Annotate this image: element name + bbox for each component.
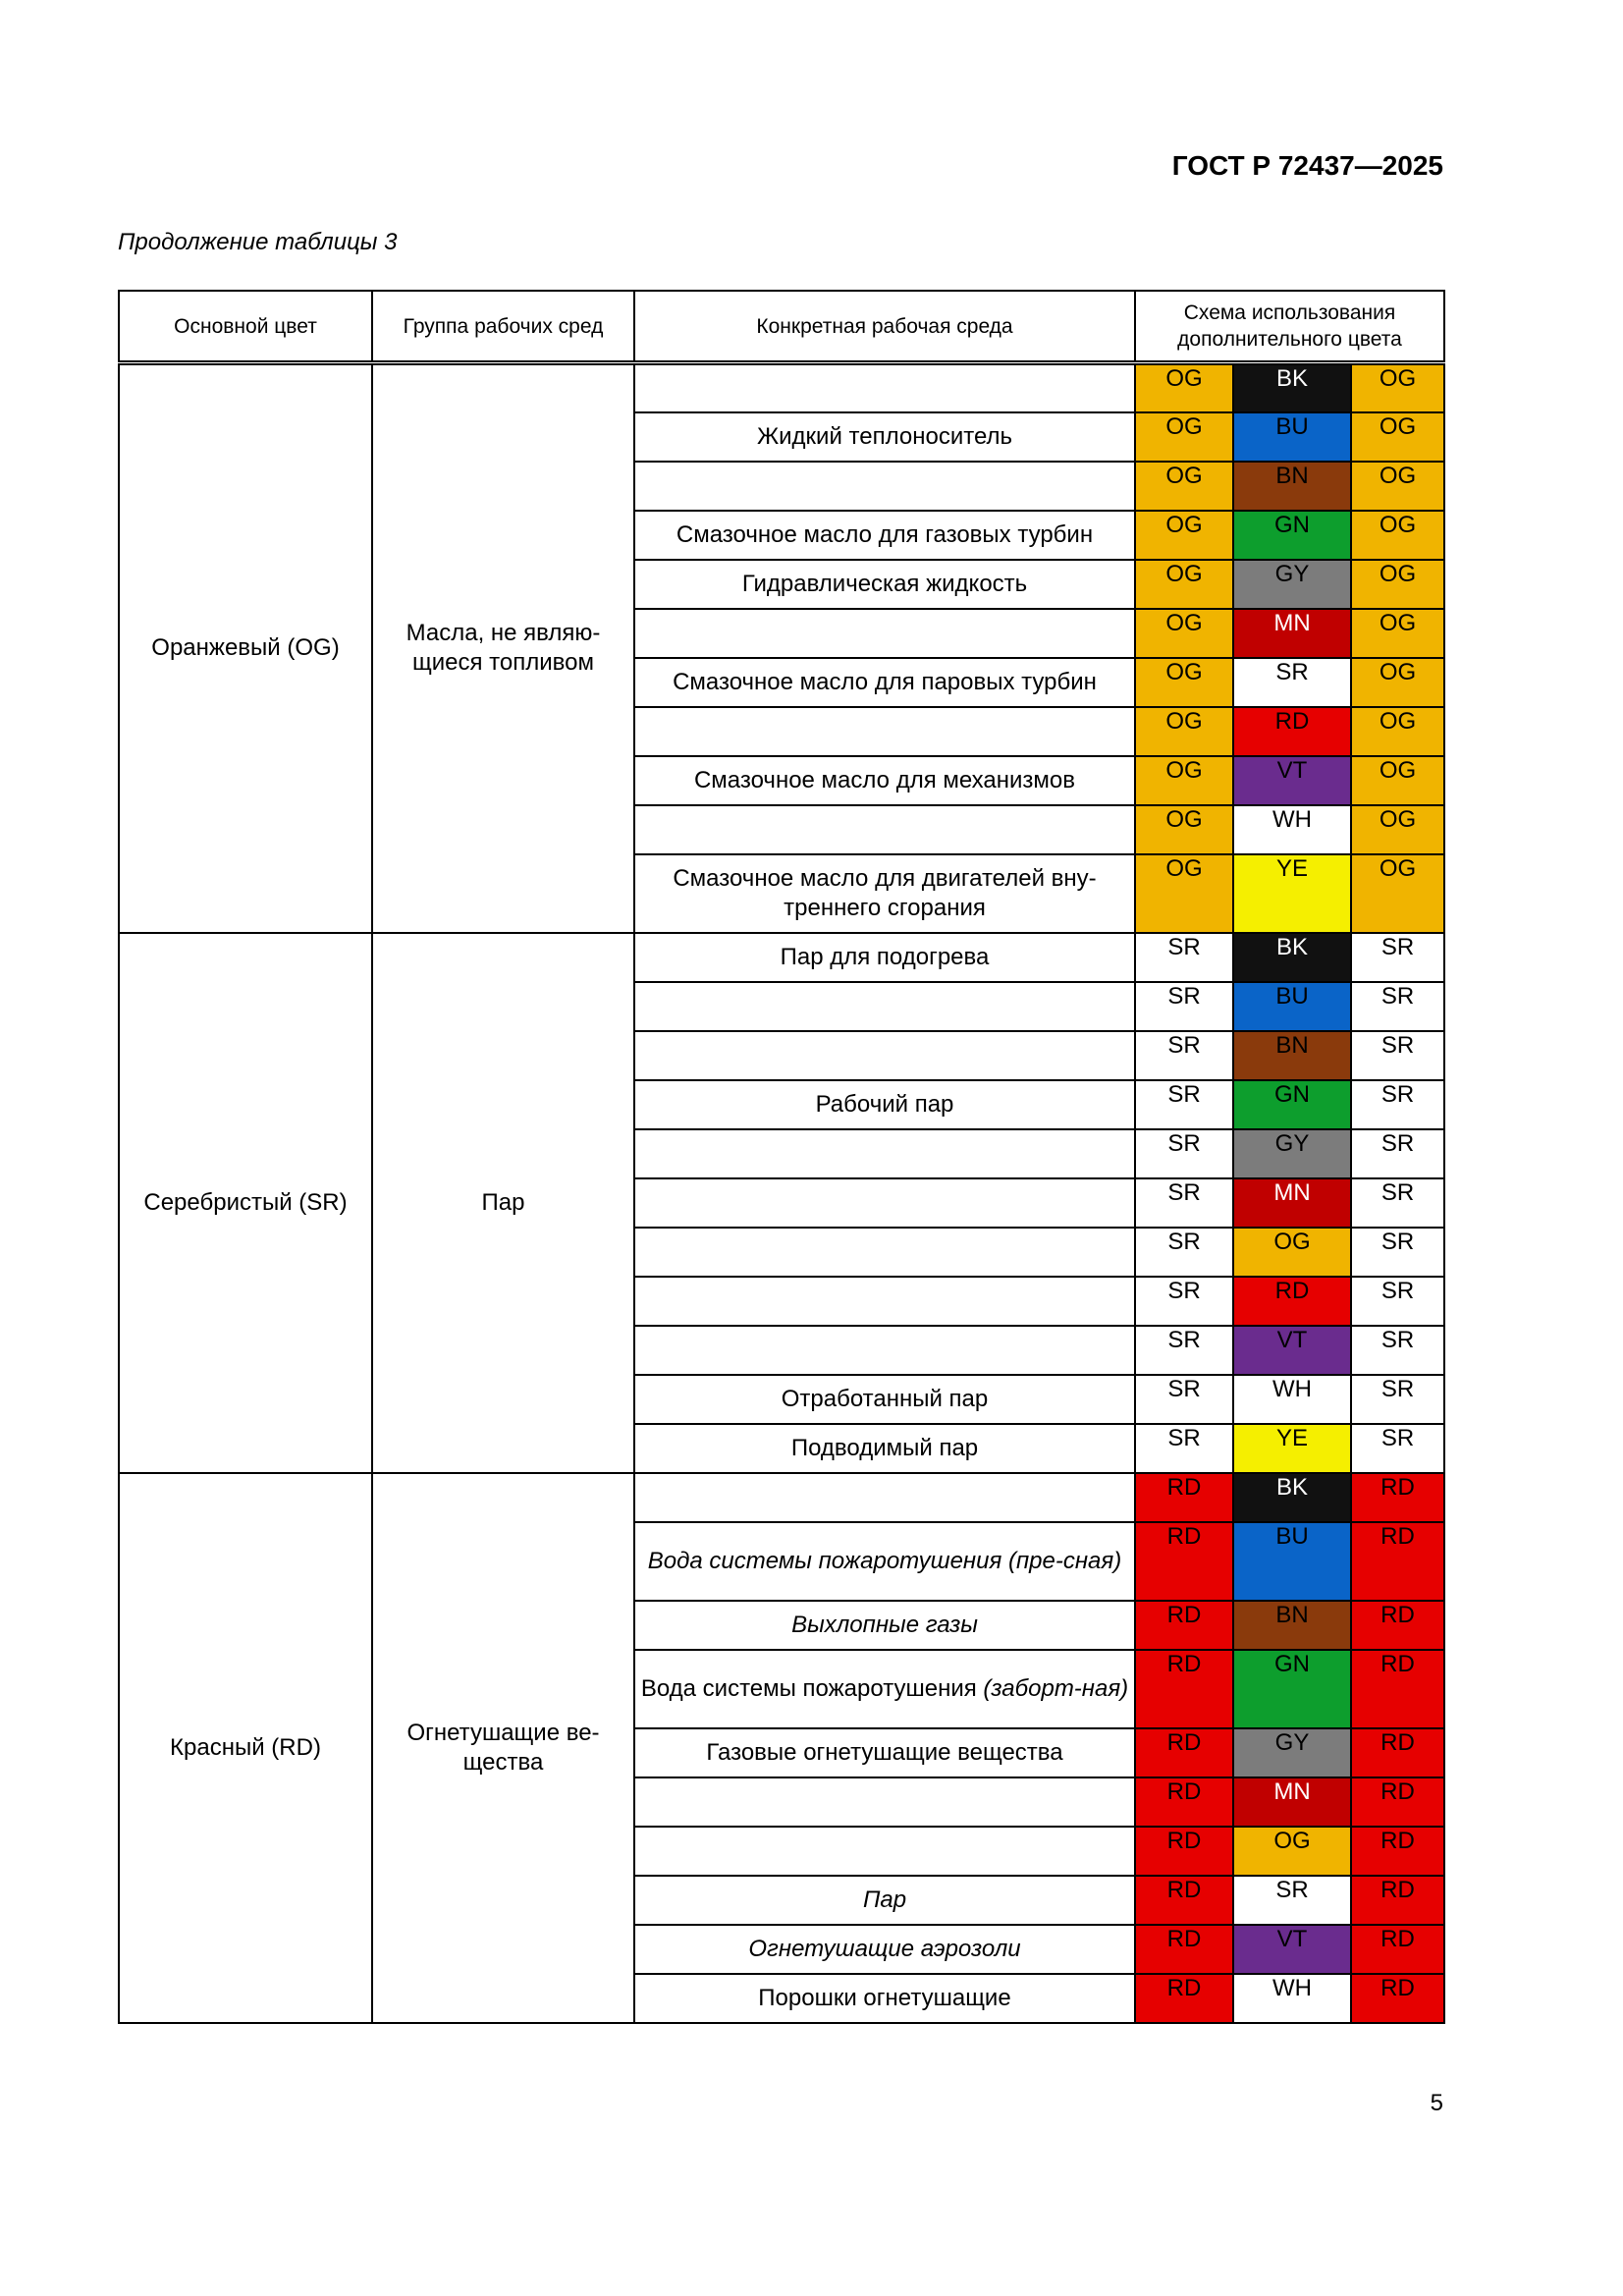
specific-medium-cell <box>634 1129 1135 1178</box>
color-swatch-og: OG <box>1351 756 1444 805</box>
medium-text: Гидравлическая жидкость <box>741 570 1028 597</box>
table-body <box>119 363 1444 2023</box>
standard-header: ГОСТ Р 72437—2025 <box>1171 150 1443 181</box>
color-swatch-sr: SR <box>1351 1424 1444 1473</box>
medium-text: Порошки огнетушащие <box>758 1984 1011 2011</box>
color-swatch-gy: GY <box>1233 560 1351 609</box>
color-swatch-sr: SR <box>1351 1178 1444 1228</box>
specific-medium-cell <box>634 609 1135 658</box>
color-swatch-og: OG <box>1233 1228 1351 1277</box>
medium-text: Огнетушащие аэрозоли <box>748 1935 1021 1962</box>
specific-medium-cell <box>634 462 1135 511</box>
color-swatch-og: OG <box>1135 363 1233 412</box>
color-swatch-gy: GY <box>1233 1129 1351 1178</box>
specific-medium-cell <box>634 560 1135 609</box>
specific-medium-cell <box>634 1728 1135 1777</box>
color-swatch-vt: VT <box>1233 1925 1351 1974</box>
medium-text: Смазочное масло для двигателей вну-треннего сгорания <box>673 864 1097 921</box>
specific-medium-cell <box>634 756 1135 805</box>
main-color-cell: Красный (RD) <box>119 1473 372 2023</box>
table-header-row <box>119 291 1444 363</box>
color-swatch-bn: BN <box>1233 1031 1351 1080</box>
medium-text: Газовые огнетушащие вещества <box>706 1738 1063 1766</box>
color-swatch-sr: SR <box>1135 1375 1233 1424</box>
color-swatch-sr: SR <box>1351 1031 1444 1080</box>
medium-text: Смазочное масло для паровых турбин <box>673 668 1097 695</box>
color-swatch-mn: MN <box>1233 1178 1351 1228</box>
medium-text: Пар <box>862 1886 907 1913</box>
color-swatch-rd: RD <box>1135 1473 1233 1522</box>
specific-medium-cell <box>634 511 1135 560</box>
medium-text: Подводимый пар <box>790 1434 979 1461</box>
color-swatch-ye: YE <box>1233 1424 1351 1473</box>
color-swatch-og: OG <box>1351 462 1444 511</box>
color-swatch-sr: SR <box>1135 1228 1233 1277</box>
color-swatch-gy: GY <box>1233 1728 1351 1777</box>
table-continuation-caption: Продолжение таблицы 3 <box>118 229 398 255</box>
color-swatch-bu: BU <box>1233 982 1351 1031</box>
color-swatch-sr: SR <box>1135 1129 1233 1178</box>
color-swatch-vt: VT <box>1233 1326 1351 1375</box>
color-swatch-og: OG <box>1135 854 1233 933</box>
color-swatch-og: OG <box>1135 658 1233 707</box>
color-swatch-sr: SR <box>1351 1277 1444 1326</box>
specific-medium-cell <box>634 707 1135 756</box>
color-swatch-rd: RD <box>1135 1650 1233 1728</box>
color-swatch-rd: RD <box>1135 1925 1233 1974</box>
color-swatch-sr: SR <box>1135 1031 1233 1080</box>
main-color-cell: Оранжевый (OG) <box>119 363 372 933</box>
color-swatch-wh: WH <box>1233 1375 1351 1424</box>
page-number: 5 <box>1430 2090 1443 2116</box>
color-swatch-og: OG <box>1135 756 1233 805</box>
specific-medium-cell <box>634 854 1135 933</box>
color-swatch-gn: GN <box>1233 1650 1351 1728</box>
color-swatch-rd: RD <box>1351 1650 1444 1728</box>
color-swatch-rd: RD <box>1135 1827 1233 1876</box>
color-swatch-sr: SR <box>1351 1129 1444 1178</box>
color-scheme-table <box>118 290 1445 2024</box>
specific-medium-cell <box>634 1876 1135 1925</box>
color-swatch-og: OG <box>1135 805 1233 854</box>
specific-medium-cell <box>634 1777 1135 1827</box>
color-swatch-bn: BN <box>1233 462 1351 511</box>
color-swatch-sr: SR <box>1351 933 1444 982</box>
color-swatch-bk: BK <box>1233 1473 1351 1522</box>
color-swatch-rd: RD <box>1351 1473 1444 1522</box>
media-group-cell: Пар <box>372 933 634 1473</box>
color-swatch-bk: BK <box>1233 363 1351 412</box>
medium-text: Пар для подогрева <box>780 943 990 970</box>
color-swatch-rd: RD <box>1233 707 1351 756</box>
color-swatch-og: OG <box>1351 854 1444 933</box>
medium-text: Рабочий пар <box>815 1090 954 1118</box>
color-swatch-og: OG <box>1351 412 1444 462</box>
specific-medium-cell <box>634 1974 1135 2023</box>
header-media-group: Группа рабочих сред <box>372 291 634 363</box>
media-group-cell: Огнетушащие ве-щества <box>372 1473 634 2023</box>
color-swatch-sr: SR <box>1135 1277 1233 1326</box>
specific-medium-cell <box>634 1326 1135 1375</box>
color-swatch-ye: YE <box>1233 854 1351 933</box>
specific-medium-cell <box>634 1424 1135 1473</box>
specific-medium-cell <box>634 1178 1135 1228</box>
color-swatch-rd: RD <box>1135 1777 1233 1827</box>
color-swatch-sr: SR <box>1233 658 1351 707</box>
color-swatch-sr: SR <box>1135 1326 1233 1375</box>
color-swatch-rd: RD <box>1135 1728 1233 1777</box>
medium-text: Жидкий теплоноситель <box>756 422 1013 450</box>
specific-medium-cell <box>634 1031 1135 1080</box>
color-swatch-sr: SR <box>1351 1375 1444 1424</box>
color-swatch-og: OG <box>1351 609 1444 658</box>
color-swatch-rd: RD <box>1135 1522 1233 1601</box>
medium-text: Отработанный пар <box>781 1385 989 1412</box>
header-main-color: Основной цвет <box>119 291 372 363</box>
color-swatch-og: OG <box>1351 707 1444 756</box>
color-swatch-sr: SR <box>1351 1326 1444 1375</box>
color-swatch-og: OG <box>1135 560 1233 609</box>
specific-medium-cell <box>634 658 1135 707</box>
specific-medium-cell <box>634 1080 1135 1129</box>
specific-medium-cell <box>634 1375 1135 1424</box>
specific-medium-cell <box>634 1522 1135 1601</box>
specific-medium-cell <box>634 805 1135 854</box>
color-swatch-og: OG <box>1351 363 1444 412</box>
specific-medium-cell <box>634 1925 1135 1974</box>
media-group-cell: Масла, не являю-щиеся топливом <box>372 363 634 933</box>
color-swatch-sr: SR <box>1135 982 1233 1031</box>
color-swatch-rd: RD <box>1351 1601 1444 1650</box>
color-swatch-og: OG <box>1135 609 1233 658</box>
color-swatch-sr: SR <box>1233 1876 1351 1925</box>
color-swatch-rd: RD <box>1351 1974 1444 2023</box>
table-row <box>119 363 1444 412</box>
color-swatch-rd: RD <box>1135 1876 1233 1925</box>
color-swatch-sr: SR <box>1351 1080 1444 1129</box>
medium-text: Смазочное масло для механизмов <box>693 766 1076 793</box>
color-swatch-bu: BU <box>1233 412 1351 462</box>
color-swatch-gn: GN <box>1233 1080 1351 1129</box>
color-swatch-vt: VT <box>1233 756 1351 805</box>
main-color-cell: Серебристый (SR) <box>119 933 372 1473</box>
specific-medium-cell <box>634 933 1135 982</box>
table-row <box>119 933 1444 982</box>
color-swatch-sr: SR <box>1135 1178 1233 1228</box>
color-swatch-rd: RD <box>1351 1827 1444 1876</box>
medium-text: Смазочное масло для газовых турбин <box>676 520 1094 548</box>
color-swatch-rd: RD <box>1351 1925 1444 1974</box>
color-swatch-rd: RD <box>1135 1974 1233 2023</box>
color-swatch-mn: MN <box>1233 1777 1351 1827</box>
header-additional-color-scheme: Схема использования дополнительного цвета <box>1135 291 1444 363</box>
color-swatch-mn: MN <box>1233 609 1351 658</box>
color-swatch-sr: SR <box>1135 933 1233 982</box>
color-swatch-og: OG <box>1351 658 1444 707</box>
color-swatch-bk: BK <box>1233 933 1351 982</box>
table-row <box>119 1473 1444 1522</box>
color-swatch-og: OG <box>1135 707 1233 756</box>
medium-text: Вода системы пожаротушения (пре-сная) <box>647 1547 1122 1574</box>
color-swatch-bu: BU <box>1233 1522 1351 1601</box>
color-swatch-og: OG <box>1351 805 1444 854</box>
specific-medium-cell <box>634 363 1135 412</box>
color-swatch-wh: WH <box>1233 1974 1351 2023</box>
header-specific-medium: Конкретная рабочая среда <box>634 291 1135 363</box>
specific-medium-cell <box>634 982 1135 1031</box>
medium-text-italic: (заборт-ная) <box>983 1674 1129 1702</box>
medium-text: Выхлопные газы <box>791 1611 978 1638</box>
color-swatch-og: OG <box>1351 511 1444 560</box>
color-swatch-sr: SR <box>1135 1424 1233 1473</box>
specific-medium-cell <box>634 412 1135 462</box>
color-swatch-rd: RD <box>1233 1277 1351 1326</box>
color-swatch-bn: BN <box>1233 1601 1351 1650</box>
color-swatch-og: OG <box>1135 462 1233 511</box>
color-swatch-sr: SR <box>1351 982 1444 1031</box>
color-swatch-rd: RD <box>1135 1601 1233 1650</box>
color-swatch-og: OG <box>1233 1827 1351 1876</box>
medium-text: Вода системы пожаротушения <box>640 1674 984 1702</box>
specific-medium-cell <box>634 1473 1135 1522</box>
specific-medium-cell <box>634 1650 1135 1728</box>
color-swatch-wh: WH <box>1233 805 1351 854</box>
color-swatch-og: OG <box>1135 412 1233 462</box>
color-swatch-rd: RD <box>1351 1728 1444 1777</box>
color-swatch-rd: RD <box>1351 1522 1444 1601</box>
specific-medium-cell <box>634 1277 1135 1326</box>
specific-medium-cell <box>634 1228 1135 1277</box>
color-swatch-og: OG <box>1351 560 1444 609</box>
color-swatch-rd: RD <box>1351 1777 1444 1827</box>
color-swatch-gn: GN <box>1233 511 1351 560</box>
specific-medium-cell <box>634 1601 1135 1650</box>
color-swatch-sr: SR <box>1351 1228 1444 1277</box>
color-swatch-rd: RD <box>1351 1876 1444 1925</box>
specific-medium-cell <box>634 1827 1135 1876</box>
color-swatch-sr: SR <box>1135 1080 1233 1129</box>
color-swatch-og: OG <box>1135 511 1233 560</box>
